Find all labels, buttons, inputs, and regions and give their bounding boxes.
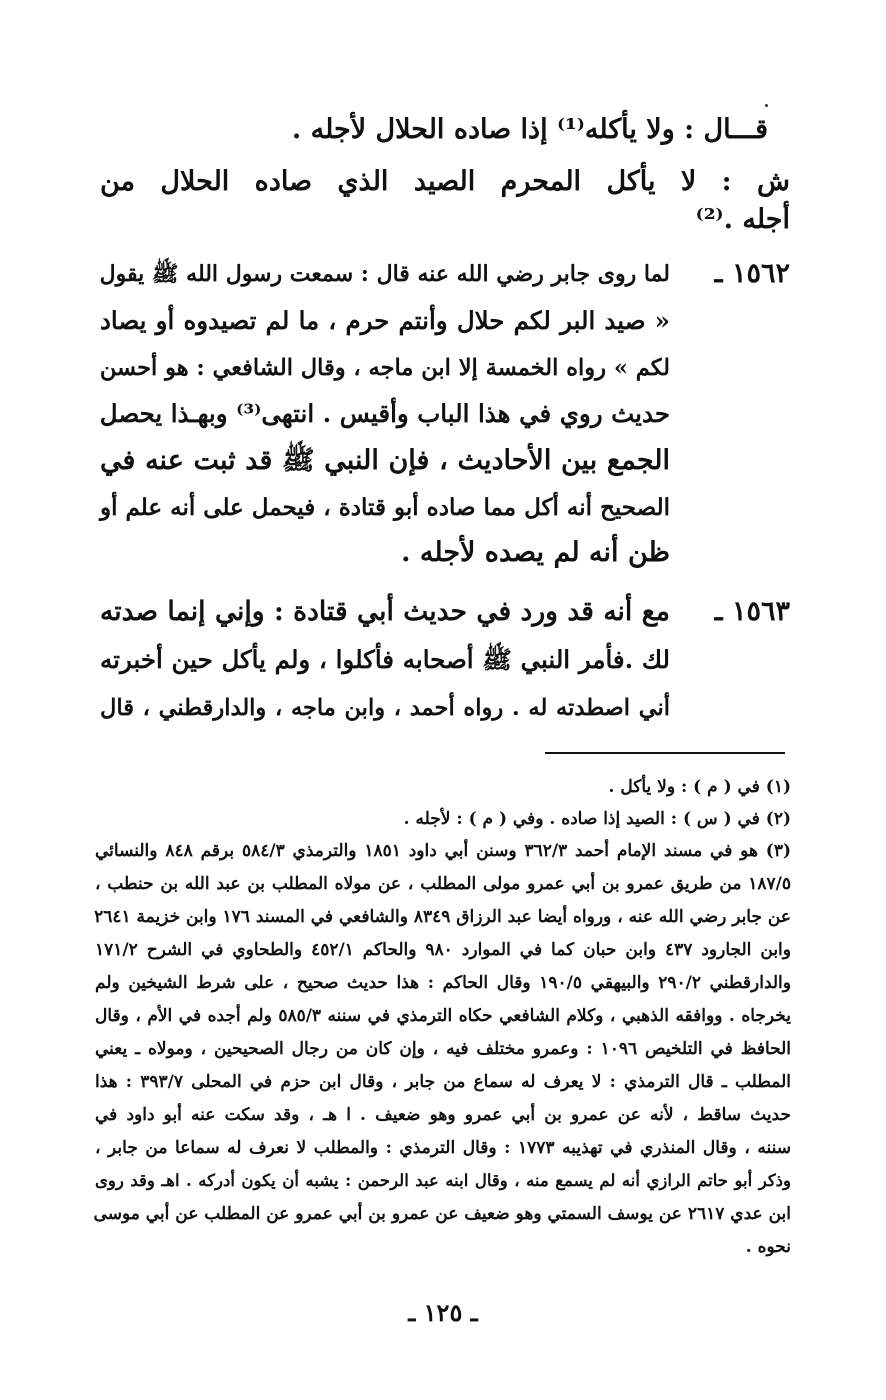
text-line: لكم » رواه الخمسة إلا ابن ماجه ، وقال الشافعي : هو أحسن xyxy=(99,355,670,381)
footnote-line: الحافظ في التلخيص ١٠٩٦ : وعمرو مختلف فيه ، وإن كان من رجال الصحيحين ، ومولاه ـ يعني xyxy=(95,1039,792,1059)
footnote-line: نحوه . xyxy=(745,1237,791,1257)
text-line: الصحيح أنه أكل مما صاده أبو قتادة ، فيحمل على أنه علم أو xyxy=(99,494,670,521)
text-line: لك .فأمر النبي ﷺ أصحابه فأكلوا ، ولم يأكل حين أخبرته xyxy=(100,645,670,674)
text-line: أني اصطدته له . رواه أحمد ، وابن ماجه ، والدارقطني ، قال xyxy=(100,695,670,721)
footnote-divider xyxy=(545,752,785,754)
paragraph-number: ١٥٦٢ ـ xyxy=(714,258,790,289)
text-line: حديث روي في هذا الباب وأقيس . انتهى⁽³⁾ وبهـذا يحصل xyxy=(99,399,670,428)
footnote-line: ابن عدي ٢٦١٧ عن يوسف السمتي وهو ضعيف عن عمرو بن أبي عمرو عن المطلب عن أبي موسى xyxy=(93,1204,791,1224)
text-line: ظن أنه لم يصده لأجله . xyxy=(401,537,670,568)
text-line: لما روى جابر رضي الله عنه قال : سمعت رسول الله ﷺ يقول xyxy=(99,261,670,287)
footnote-line: يخرجاه . ووافقه الذهبي ، وكلام الشافعي حكاه الترمذي في سننه ٥٨٥/٣ ولم أجده في الأم ، وقال xyxy=(95,1006,792,1026)
footnote-line: (٣) هو في مسند الإمام أحمد ٣٦٢/٣ وسنن أبي داود ١٨٥١ والترمذي ٥٨٤/٣ برقم ٨٤٨ والنسائي xyxy=(95,841,791,861)
footnote-line: عن جابر رضي الله عنه ، ورواه أيضا عبد الرزاق ٨٣٤٩ والشافعي في المسند ١٧٦ وابن خزيمة ٢٦٤١ xyxy=(94,907,791,927)
text-line: الجمع بين الأحاديث ، فإن النبي ﷺ قد ثبت عنه في xyxy=(100,445,670,476)
footnote-line: سننه ، وقال المنذري في تهذيبه ١٧٧٣ : وقال الترمذي : والمطلب لا نعرف له سماعا من جابر ، xyxy=(95,1138,792,1158)
text-line: قـــال : ولا يأكله⁽¹⁾ إذا صاده الحلال لأجله . xyxy=(291,114,768,145)
text-line: « صيد البر لكم حلال وأنتم حرم ، ما لم تصيدوه أو يصاد xyxy=(100,306,670,335)
paragraph-number: ١٥٦٣ ـ xyxy=(714,596,790,627)
footnote-line: حديث ساقط ، لأنه عن عمرو بن أبي عمرو وهو ضعيف . ا هـ ، وقد سكت عنه أبو داود في xyxy=(95,1105,791,1125)
footnote-line: ١٨٧/٥ من طريق عمرو بن أبي عمرو مولى المطلب ، عن مولاه المطلب بن عبد الله بن حنطب ، xyxy=(95,874,791,894)
footnote-line: (٢) في ( س ) : الصيد إذا صاده . وفي ( م ) : لأجله . xyxy=(403,809,791,829)
footnote-line: وابن الجارود ٤٣٧ وابن حبان كما في الموارد ٩٨٠ والحاكم ٤٥٢/١ والطحاوي في الشرح ١٧١/٢ xyxy=(95,940,791,960)
footnote-line: والدارقطني ٢٩٠/٢ والبيهقي ١٩٠/٥ وقال الحاكم : هذا حديث صحيح ، على شرط الشيخين ولم xyxy=(95,973,791,993)
footnote-line: المطلب ـ قال الترمذي : لا يعرف له سماع من جابر ، وقال ابن حزم في المحلى ٣٩٣/٧ : هذا xyxy=(95,1072,791,1092)
text-line: أجله .⁽²⁾ xyxy=(695,204,790,235)
text-line: مع أنه قد ورد في حديث أبي قتادة : وإني إنما صدته xyxy=(100,596,670,627)
footnote-line: (١) في ( م ) : ولا يأكل . xyxy=(608,777,791,797)
footnote-line: وذكر أبو حاتم الرازي أنه لم يسمع منه ، وقال ابنه عبد الرحمن : يشبه أن يكون أدركه . اهـ وقد روى xyxy=(95,1171,791,1190)
page-number: ـ ١٢٥ ـ xyxy=(408,1298,478,1327)
text-line: ش : لا يأكل المحرم الصيد الذي صاده الحلال من xyxy=(100,166,790,197)
speck-mark xyxy=(765,104,768,107)
